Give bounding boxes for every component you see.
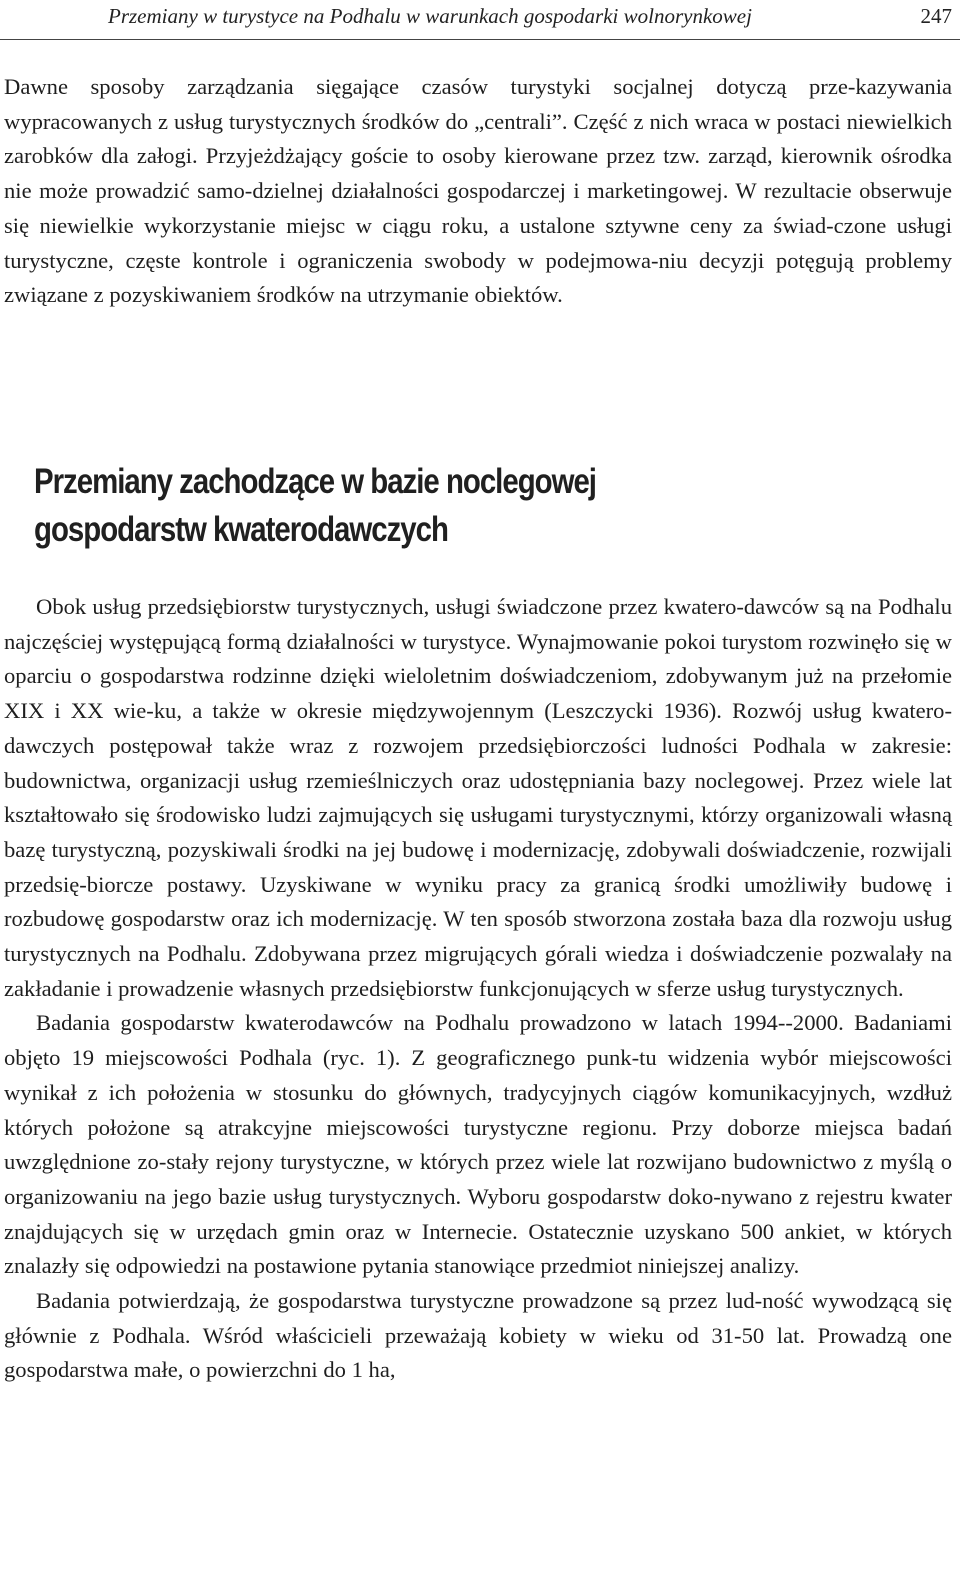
running-title: Przemiany w turystyce na Podhalu w warunkach gospodarki wolnorynkowej [108, 4, 752, 28]
intro-text-block [4, 70, 952, 313]
body-paragraph: Obok usług przedsiębiorstw turystycznych, usługi świadczone przez kwatero-dawców są na Podhalu najczęściej występującą formą działalności w turystyce. Wynajmowanie pokoi turystom rozwinęło się w oparciu o gospodarstwa rodzinne dzięki wieloletnim doświadczeniom, zdobywanym już na przełomie XIX i XX wie-ku, a także w okresie międzywojennym (Leszczycki 1936). Rozwój usług kwatero-dawczych postępował także wraz z rozwojem przedsiębiorczości ludności Podhala w zakresie: budownictwa, organizacji usług rzemieślniczych oraz udostępniania bazy noclegowej. Przez wiele lat kształtowało się środowisko ludzi zajmujących się usługami turystycznymi, którzy organizowali własną bazę turystyczną, pozyskiwali środki na jej budowę i modernizację, zdobywali doświadczenie, rozwijali przedsię-biorcze postawy. Uzyskiwane w wyniku pracy za granicą środki umożliwiły budowę i rozbudowę gospodarstw oraz ich modernizację. W ten sposób stworzona została baza dla rozwoju usług turystycznych na Podhalu. Zdobywana przez migrujących górali wiedza i doświadczenie pozwalały na zakładanie i prowadzenie własnych przedsiębiorstw funkcjonujących w sferze usług turystycznych. [4, 594, 952, 1001]
section-heading-line-2: gospodarstw kwaterodawczych [34, 510, 448, 549]
page-number: 247 [920, 4, 952, 28]
section-heading [34, 458, 790, 554]
section-heading-line-1: Przemiany zachodzące w bazie noclegowej [34, 462, 596, 501]
body-paragraph: Badania potwierdzają, że gospodarstwa turystyczne prowadzone są przez lud-ność wywodzącą się głównie z Podhala. Wśród właścicieli przeważają kobiety w wieku od 31-50 lat. Prowadzą one gospodarstwa małe, o powierzchni do 1 ha, [4, 1288, 952, 1383]
intro-paragraph: Dawne sposoby zarządzania sięgające czasów turystyki socjalnej dotyczą prze-kazywania wypracowanych z usług turystycznych środków do „centrali”. Część z nich wraca w postaci niewielkich zarobków dla załogi. Przyjeżdżający goście to osoby kierowane przez tzw. zarząd, kierownik ośrodka nie może prowadzić samo-dzielnej działalności gospodarczej i marketingowej. W rezultacie obserwuje się niewielkie wykorzystanie miejsc w ciągu roku, a ustalone sztywne ceny za świad-czone usługi turystyczne, częste kontrole i ograniczenia swobody w podejmowa-niu decyzji potęgują problemy związane z pozyskiwaniem środków na utrzymanie obiektów. [4, 74, 952, 308]
section-body [4, 590, 952, 1388]
body-paragraph: Badania gospodarstw kwaterodawców na Podhalu prowadzono w latach 1994--2000. Badaniami objęto 19 miejscowości Podhala (ryc. 1). Z geograficznego punk-tu widzenia wybór miejscowości wynikał z ich położenia w stosunku do głównych, tradycyjnych ciągów komunikacyjnych, wzdłuż których położone są atrakcyjne miejscowości turystyczne regionu. Przy doborze miejsca badań uwzględnione zo-stały rejony turystyczne, w których przez wiele lat rozwijano budownictwo z myślą o organizowaniu na jego bazie usług turystycznych. Wyboru gospodarstw doko-nywano z rejestru kwater znajdujących się w urzędach gmin oraz w Internecie. Ostatecznie uzyskano 500 ankiet, w których znalazły się odpowiedzi na postawione pytania stanowiące przedmiot niniejszej analizy. [4, 1010, 952, 1279]
running-header [0, 0, 960, 40]
